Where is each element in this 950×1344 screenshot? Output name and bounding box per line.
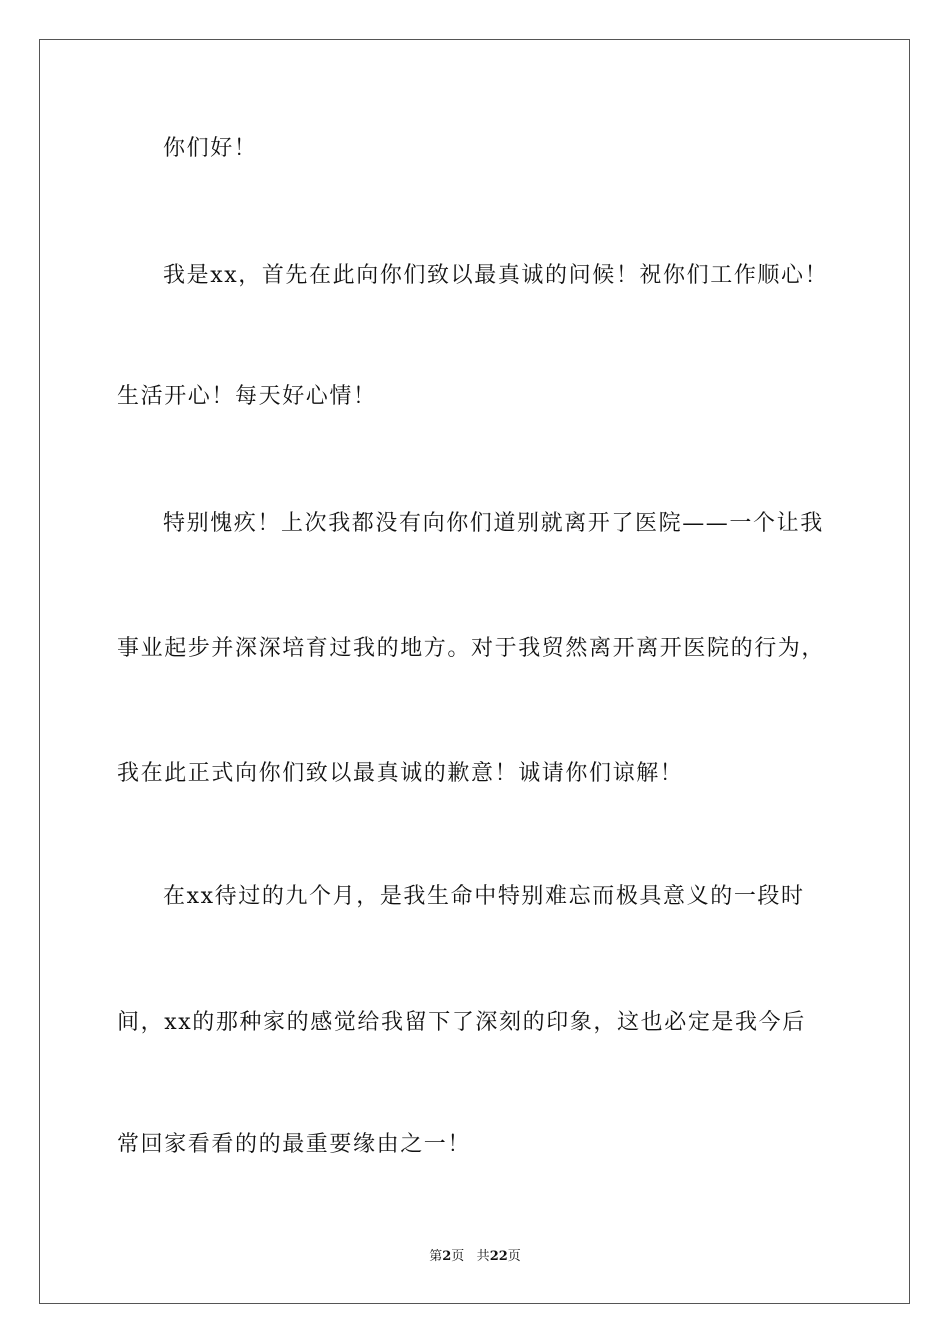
paragraph-2-line-3: 我在此正式向你们致以最真诚的歉意！诚请你们谅解！ [117, 761, 684, 786]
paragraph-1-line-1: 我是xx，首先在此向你们致以最真诚的问候！祝你们工作顺心！ [163, 263, 829, 288]
total-suffix: 页 [507, 1249, 521, 1264]
page-suffix: 页 [451, 1249, 465, 1264]
paragraph-3-line-3: 常回家看看的的最重要缘由之一！ [117, 1132, 472, 1157]
greeting-line: 你们好！ [163, 136, 258, 161]
paragraph-3-line-1: 在xx待过的九个月，是我生命中特别难忘而极具意义的一段时 [163, 884, 805, 909]
page-footer [0, 1248, 950, 1266]
paragraph-3-line-2: 间，xx的那种家的感觉给我留下了深刻的印象，这也必定是我今后 [117, 1010, 806, 1035]
paragraph-2-line-1: 特别愧疚！上次我都没有向你们道别就离开了医院——一个让我 [163, 511, 824, 536]
page-border [39, 39, 910, 1304]
page-prefix: 第 [429, 1249, 443, 1264]
total-pages: 22 [489, 1249, 508, 1264]
page-number: 2 [442, 1249, 452, 1264]
paragraph-2-line-2: 事业起步并深深培育过我的地方。对于我贸然离开离开医院的行为， [117, 636, 826, 661]
paragraph-1-line-2: 生活开心！每天好心情！ [117, 384, 377, 409]
total-prefix: 共 [476, 1249, 490, 1264]
